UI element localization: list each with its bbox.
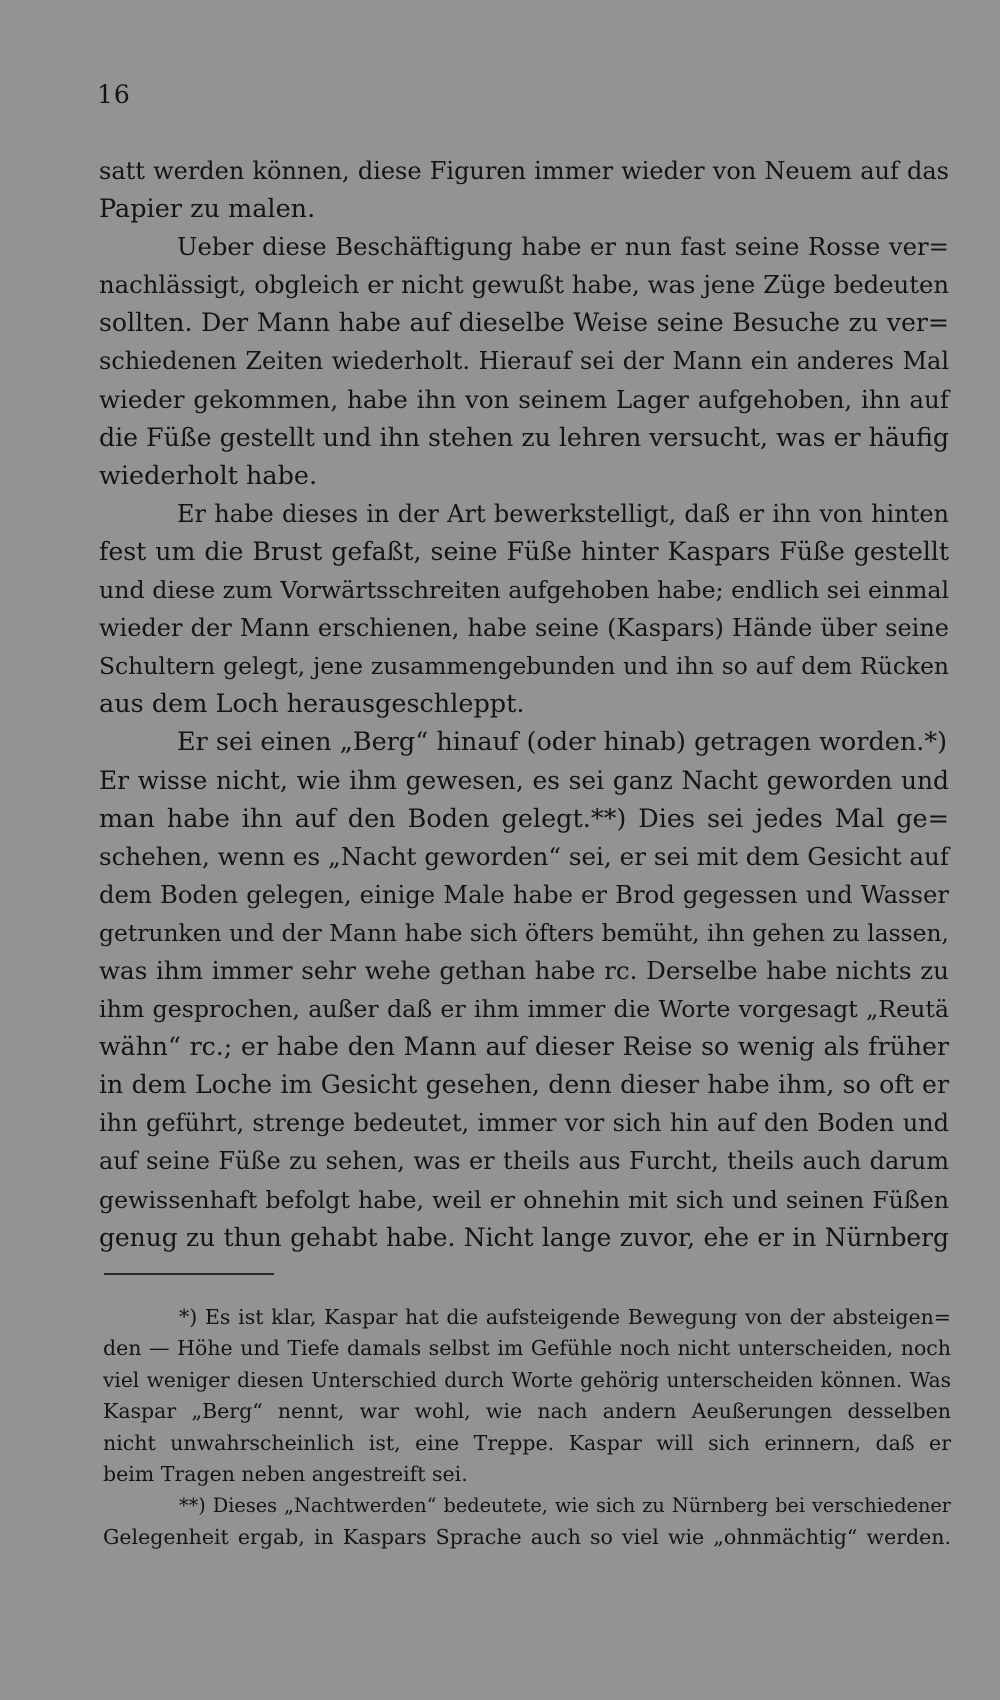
body-line: gewissenhaft befolgt habe, weil er ohnehin mit sich und seinen Füßen (99, 1185, 949, 1214)
body-line: und diese zum Vorwärtsschreiten aufgehoben habe; endlich sei einmal (99, 576, 950, 605)
footnote-line: nicht unwahrscheinlich ist, eine Treppe. Kaspar will sich erinnern, daß er (103, 1430, 951, 1455)
body-line: schehen, wenn es „Nacht geworden“ sei, er sei mit dem Gesicht auf (99, 841, 949, 871)
footnote-line: den — Höhe und Tiefe damals selbst im Gefühle noch nicht unterscheiden, noch (103, 1336, 951, 1361)
body-line: wähn“ rc.; er habe den Mann auf dieser Reise so wenig als früher (99, 1032, 949, 1062)
page-number: 16 (97, 80, 131, 109)
body-line: sollten. Der Mann habe auf dieselbe Weise seine Besuche zu ver= (99, 308, 949, 338)
body-line: ihn geführt, strenge bedeutet, immer vor sich hin auf den Boden und (99, 1109, 949, 1138)
body-line: in dem Loche im Gesicht gesehen, denn dieser habe ihm, so oft er (99, 1070, 949, 1100)
body-line: Schultern gelegt, jene zusammengebunden und ihn so auf dem Rücken (99, 652, 949, 681)
body-line: fest um die Brust gefaßt, seine Füße hinter Kaspars Füße gestellt (99, 536, 949, 566)
body-line: Ueber diese Beschäftigung habe er nun fast seine Rosse ver= (177, 232, 949, 262)
body-line: Er habe dieses in der Art bewerkstelligt, daß er ihn von hinten (177, 499, 949, 528)
body-line: Er sei einen „Berg“ hinauf (oder hinab) getragen worden.*) (177, 727, 948, 758)
footnote-line: *) Es ist klar, Kaspar hat die aufsteigende Bewegung von der absteigen= (179, 1305, 951, 1329)
footnote-line: Gelegenheit ergab, in Kaspars Sprache auch so viel wie „ohnmächtig“ werden. (103, 1524, 951, 1549)
body-line: Papier zu malen. (99, 194, 316, 225)
footnote-line: beim Tragen neben angestreift sei. (103, 1461, 468, 1486)
body-text (99, 152, 949, 1257)
body-line: getrunken und der Mann habe sich öfters bemüht, ihn gehen zu lassen, (99, 918, 949, 947)
body-line: schiedenen Zeiten wiederholt. Hierauf sei der Mann ein anderes Mal (99, 347, 949, 376)
footnote-separator (104, 1273, 274, 1275)
body-line: die Füße gestellt und ihn stehen zu lehren versucht, was er häufig (99, 422, 949, 452)
body-line: Er wisse nicht, wie ihm gewesen, es sei ganz Nacht geworden und (99, 765, 949, 795)
body-line: was ihm immer sehr wehe gethan habe rc. Derselbe habe nichts zu (99, 955, 949, 985)
body-line: ihm gesprochen, außer daß er ihm immer die Worte vorgesagt „Reutä (99, 995, 949, 1024)
body-line: satt werden können, diese Figuren immer wieder von Neuem auf das (99, 157, 949, 185)
body-line: nachlässigt, obgleich er nicht gewußt habe, was jene Züge bedeuten (99, 270, 949, 300)
body-line: aus dem Loch herausgeschleppt. (99, 689, 525, 720)
body-line: auf seine Füße zu sehen, was er theils aus Furcht, theils auch darum (99, 1147, 949, 1176)
body-line: wiederholt habe. (99, 460, 318, 491)
body-line: man habe ihn auf den Boden gelegt.**) Dies sei jedes Mal ge= (99, 803, 949, 834)
body-line: wieder der Mann erschienen, habe seine (Kaspars) Hände über seine (99, 614, 949, 643)
body-line: dem Boden gelegen, einige Male habe er Brod gegessen und Wasser (99, 879, 949, 909)
footnote-line: Kaspar „Berg“ nennt, war wohl, wie nach andern Aeußerungen desselben (103, 1399, 951, 1424)
footnote-line: **) Dieses „Nachtwerden“ bedeutete, wie sich zu Nürnberg bei verschiedener (179, 1494, 951, 1518)
body-line: wieder gekommen, habe ihn von seinem Lager aufgehoben, ihn auf (99, 384, 949, 414)
footnotes (103, 1302, 951, 1553)
body-line: genug zu thun gehabt habe. Nicht lange zuvor, ehe er in Nürnberg (99, 1222, 949, 1252)
footnote-line: viel weniger diesen Unterschied durch Worte gehörig unterscheiden können. Was (103, 1367, 951, 1392)
